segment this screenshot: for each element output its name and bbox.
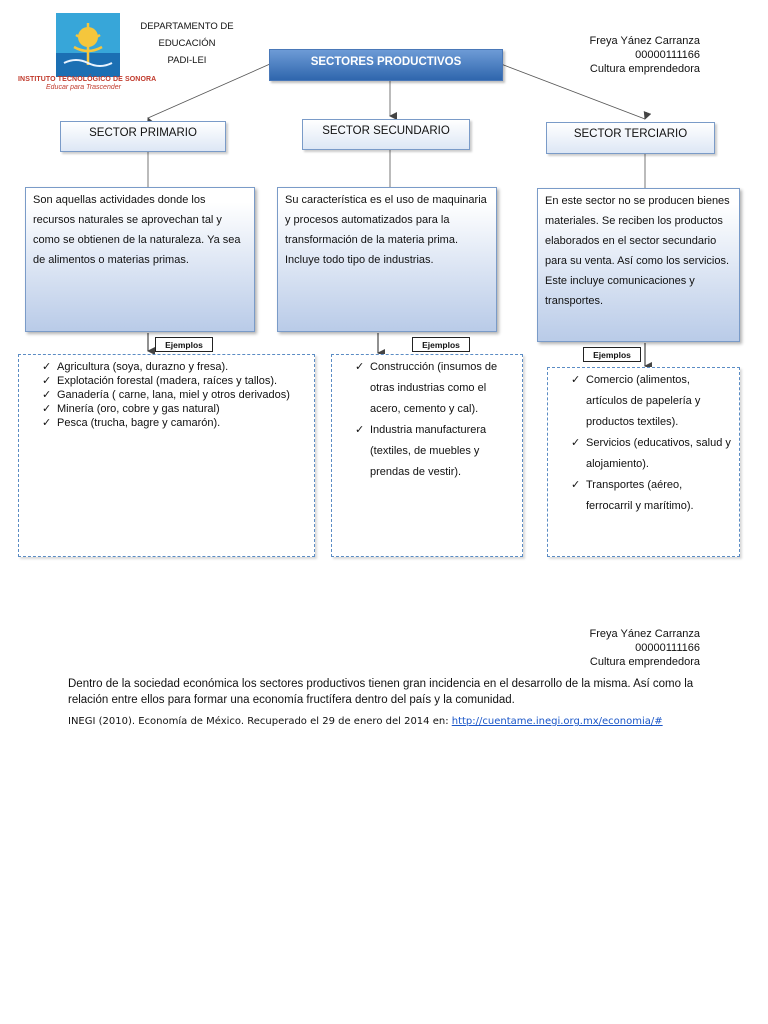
sector-primario-description: Son aquellas actividades donde los recursos naturales se aprovechan tal y como se obtienen de la naturaleza. Ya sea de alimentos o materias primas. <box>25 187 255 332</box>
sector-terciario-examples <box>547 367 740 557</box>
list-item: ✓ Ganadería ( carne, lana, miel y otros derivados) <box>42 389 290 401</box>
sector-primario-header: SECTOR PRIMARIO <box>60 121 226 152</box>
checkmark-icon: ✓ <box>571 437 581 449</box>
institution-logo <box>56 13 120 77</box>
list-item: ✓ Transportes (aéreo, ferrocarril y marítimo). <box>568 475 731 517</box>
reference-text: INEGI (2010). Economía de México. Recuperado el 29 de enero del 2014 en: <box>68 716 452 727</box>
author-id: 00000111166 <box>635 49 700 61</box>
list-item: ✓ Industria manufacturera (textiles, de muebles y prendas de vestir). <box>352 420 514 483</box>
department-line: PADI-LEI <box>167 55 207 66</box>
author-course: Cultura emprendedora <box>589 63 700 75</box>
sector-secundario-header: SECTOR SECUNDARIO <box>302 119 470 150</box>
list-item: ✓ Servicios (educativos, salud y alojamiento). <box>568 433 731 475</box>
sector-secundario-examples <box>331 354 523 557</box>
reference-link[interactable]: http://cuentame.inegi.org.mx/economia/# <box>451 716 663 727</box>
checkmark-icon: ✓ <box>571 479 581 491</box>
examples-label: Ejemplos <box>583 347 641 362</box>
sector-secundario-description: Su característica es el uso de maquinaria y procesos automatizados para la transformación de la materia prima. Incluye todo tipo de industrias. <box>277 187 497 332</box>
department-line: EDUCACIÓN <box>158 38 216 49</box>
checkmark-icon: ✓ <box>355 361 365 373</box>
checkmark-icon: ✓ <box>42 361 52 373</box>
connector-title-primario <box>148 64 270 118</box>
author-name: Freya Yánez Carranza <box>589 628 700 640</box>
diagram-title: SECTORES PRODUCTIVOS <box>269 49 503 81</box>
list-item: ✓ Pesca (trucha, bagre y camarón). <box>42 417 221 429</box>
author-name: Freya Yánez Carranza <box>589 35 700 47</box>
institution-motto: Educar para Trascender <box>46 84 121 91</box>
examples-label: Ejemplos <box>155 337 213 352</box>
list-item: ✓ Agricultura (soya, durazno y fresa). <box>42 361 229 373</box>
institution-name: INSTITUTO TECNOLÓGICO DE SONORA <box>18 76 157 83</box>
reference-citation <box>68 716 663 727</box>
checkmark-icon: ✓ <box>42 403 52 415</box>
list-item: ✓ Explotación forestal (madera, raíces y tallos). <box>42 375 278 387</box>
department-heading <box>132 18 242 69</box>
conclusion-paragraph: Dentro de la sociedad económica los sectores productivos tienen gran incidencia en el desarrollo de la misma. Así como la relación entre ellos para formar una economía fructífera dentro del país y la comunidad. <box>68 678 694 706</box>
checkmark-icon: ✓ <box>42 389 52 401</box>
sector-terciario-description: En este sector no se producen bienes materiales. Se reciben los productos elaborados en el sector secundario para su venta. Así como los servicios. Este incluye comunicaciones y transportes. <box>537 188 740 342</box>
sector-primario-examples <box>18 354 315 557</box>
author-course: Cultura emprendedora <box>589 656 700 668</box>
examples-label: Ejemplos <box>412 337 470 352</box>
list-item: ✓ Comercio (alimentos, artículos de papelería y productos textiles). <box>568 370 731 433</box>
checkmark-icon: ✓ <box>571 374 581 386</box>
sector-terciario-header: SECTOR TERCIARIO <box>546 122 715 154</box>
author-info-top <box>560 34 700 76</box>
list-item: ✓ Minería (oro, cobre y gas natural) <box>42 403 220 415</box>
list-item: ✓ Construcción (insumos de otras industrias como el acero, cemento y cal). <box>352 357 514 420</box>
checkmark-icon: ✓ <box>42 417 52 429</box>
checkmark-icon: ✓ <box>355 424 365 436</box>
author-info-bottom <box>560 627 700 669</box>
checkmark-icon: ✓ <box>42 375 52 387</box>
author-id: 00000111166 <box>635 642 700 654</box>
department-line: DEPARTAMENTO DE <box>140 21 234 32</box>
